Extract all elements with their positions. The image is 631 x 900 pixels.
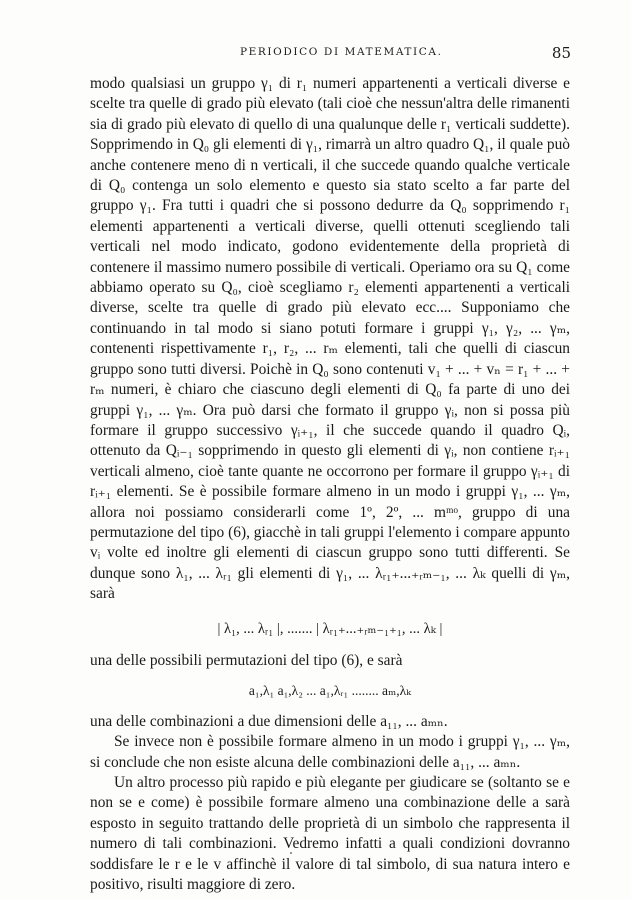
body-text [90, 74, 570, 895]
ink-speck [290, 852, 292, 854]
paragraph-5: Un altro processo più rapido e più elegante per giudicare se (soltanto se e non se e come) è possibile formare almeno una combinazione delle a sarà esposto in seguito trattando delle proprietà di un simbolo che rappresenta il numero di tali combinazioni. Vedremo infatti a quali condizioni dovranno soddisfare le r e le v affinchè il valore di tal simbolo, di sua natura intero e positivo, risulti maggiore di zero. [90, 774, 570, 894]
running-title: PERIODICO DI MATEMATICA. [240, 46, 443, 58]
running-header [90, 44, 571, 62]
paragraph-3: una delle combinazioni a due dimensioni delle a₁₁, ... aₘₙ. [90, 712, 448, 730]
combination-formula: a₁,λ₁ a₁,λ₂ ... a₁,λᵣ₁ ........ aₘ,λₖ [248, 683, 412, 699]
paragraph-2: una delle possibili permutazioni del tipo (6), e sarà [90, 651, 403, 669]
page-number: 85 [551, 44, 571, 62]
permutation-formula: | λ₁, ... λᵣ₁ |, ....... | λᵣ₁₊...₊ᵣₘ₋₁₊₁, ... λₖ | [217, 620, 443, 637]
paragraph-1: modo qualsiasi un gruppo γ₁ di r₁ numeri appartenenti a verticali diverse e scelte tra quelle di grado più elevato (tali cioè che nessun'altra delle rimanenti sia di grado più elevato di quello di una qualunque delle r₁ verticali suddette). Sopprimendo in Q₀ gli elementi di γ₁, rimarrà un altro quadro Q₁, il quale può anche contenere meno di n verticali, il che succede quando qualche verticale di Q₀ contenga un solo elemento e questo sia stato scelto a far parte del gruppo γ₁. Fra tutti i quadri che si possono dedurre da Q₀ sopprimendo r₁ elementi appartenenti a verticali diverse, quelli ottenuti scegliendo tali verticali nel modo indicato, godono evidentemente della proprietà di contenere il massimo numero possibile di verticali. Operiamo ora su Q₁ come abbiamo operato su Q₀, cioè scegliamo r₂ elementi appartenenti a verticali diverse, scelte tra quelle di grado più elevato ecc.... Supponiamo che continuando in tal modo si siano potuti formare i gruppi γ₁, γ₂, ... γₘ, contenenti rispettivamente r₁, r₂, ... rₘ elementi, tali che quelli di ciascun gruppo sono tutti diversi. Poichè in Q₀ sono contenuti v₁ + ... + vₙ = r₁ + ... + rₘ numeri, è chiaro che ciascuno degli elementi di Q₀ fa parte di uno dei gruppi γ₁, ... γₘ. Ora può darsi che formato il gruppo γᵢ, non si possa più formare il gruppo successivo γᵢ₊₁, il che succede quando il quadro Qᵢ, ottenuto da Qᵢ₋₁ sopprimendo in questo gli elementi di γᵢ, non contiene rᵢ₊₁ verticali almeno, cioè tante quante ne occorrono per formare il gruppo γᵢ₊₁ di rᵢ₊₁ elementi. Se è possibile formare almeno in un modo i gruppi γ₁, ... γₘ, allora noi possiamo considerarli come 1º, 2º, ... mᵐᵒ, gruppo di una permutazione del tipo (6), giacchè in tali gruppi l'elemento i compare appunto vᵢ volte ed inoltre gli elementi di ciascun gruppo sono tutti differenti. Se dunque sono λ₁, ... λᵣ₁ gli elementi di γ₁, ... λᵣ₁₊...₊ᵣₘ₋₁, ... λₖ quelli di γₘ, sarà [90, 75, 570, 603]
paragraph-4: Se invece non è possibile formare almeno in un modo i gruppi γ₁, ... γₘ, si conclude che non esiste alcuna delle combinazioni delle a₁₁, ... aₘₙ. [90, 733, 570, 771]
